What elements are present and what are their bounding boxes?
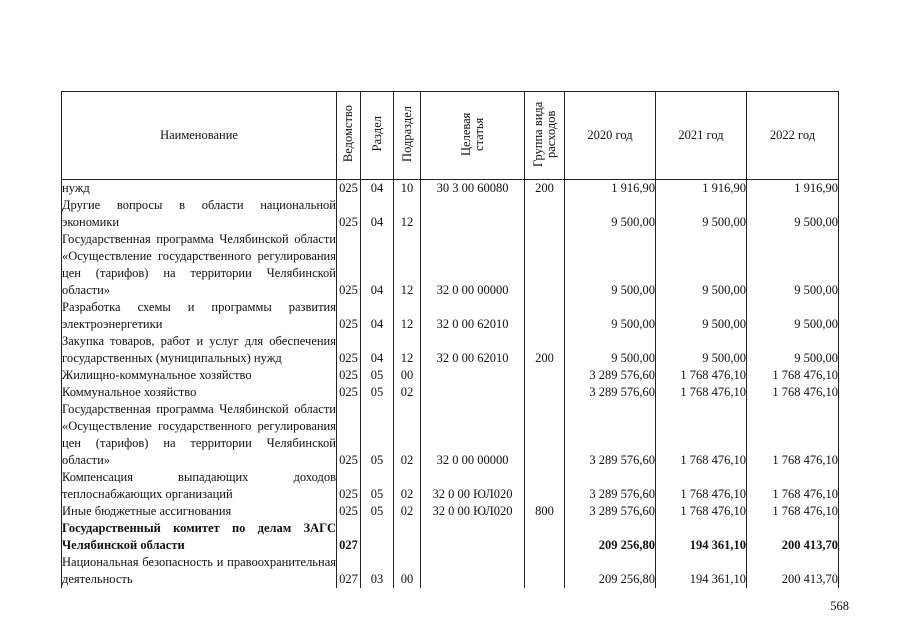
cell-razdel: 05 [361, 384, 394, 401]
cell-razdel: 05 [361, 367, 394, 384]
cell-gruppa [525, 469, 565, 503]
cell-podrazdel: 02 [394, 384, 421, 401]
header-name: Наименование [62, 92, 337, 180]
cell-vedomstvo: 025 [337, 503, 361, 520]
table-row [62, 333, 839, 367]
cell-gruppa: 200 [525, 180, 565, 198]
cell-2022: 9 500,00 [747, 231, 839, 299]
cell-gruppa: 800 [525, 503, 565, 520]
cell-podrazdel: 10 [394, 180, 421, 198]
cell-celevaya-statya [421, 367, 525, 384]
table-row [62, 231, 839, 299]
cell-2021: 1 768 476,10 [656, 367, 747, 384]
cell-celevaya-statya: 32 0 00 ЮЛ020 [421, 503, 525, 520]
cell-podrazdel [394, 520, 421, 554]
cell-vedomstvo: 025 [337, 180, 361, 198]
header-2022: 2022 год [747, 92, 839, 180]
cell-razdel: 04 [361, 197, 394, 231]
cell-razdel: 04 [361, 333, 394, 367]
cell-name: Национальная безопасность и правоохранительная деятельность [62, 555, 336, 586]
cell-celevaya-statya [421, 197, 525, 231]
cell-2022: 1 768 476,10 [747, 384, 839, 401]
header-2021: 2021 год [656, 92, 747, 180]
cell-2021: 1 768 476,10 [656, 384, 747, 401]
cell-celevaya-statya: 32 0 00 ЮЛ020 [421, 469, 525, 503]
cell-razdel: 03 [361, 554, 394, 588]
cell-vedomstvo: 025 [337, 333, 361, 367]
cell-name: Жилищно-коммунальное хозяйство [62, 367, 337, 384]
cell-2021: 9 500,00 [656, 299, 747, 333]
cell-razdel: 04 [361, 299, 394, 333]
cell-celevaya-statya: 32 0 00 62010 [421, 333, 525, 367]
cell-name: Коммунальное хозяйство [62, 384, 337, 401]
cell-razdel: 05 [361, 503, 394, 520]
cell-podrazdel: 12 [394, 197, 421, 231]
cell-vedomstvo: 025 [337, 231, 361, 299]
cell-2022: 9 500,00 [747, 197, 839, 231]
cell-podrazdel: 02 [394, 401, 421, 469]
header-gruppa-vida-rashodov: Группа вида расходов [525, 92, 565, 180]
cell-vedomstvo: 025 [337, 197, 361, 231]
cell-podrazdel: 12 [394, 231, 421, 299]
table-row [62, 503, 839, 520]
cell-razdel: 05 [361, 469, 394, 503]
cell-2022: 9 500,00 [747, 299, 839, 333]
cell-vedomstvo: 025 [337, 367, 361, 384]
table-row [62, 520, 839, 554]
cell-name: Государственная программа Челябинской области «Осуществление государственного регулирования цен (тарифов) на территории Челябинской области» [62, 402, 336, 467]
cell-vedomstvo: 025 [337, 401, 361, 469]
cell-gruppa [525, 384, 565, 401]
cell-podrazdel: 00 [394, 554, 421, 588]
cell-celevaya-statya: 32 0 00 00000 [421, 231, 525, 299]
cell-2020: 3 289 576,60 [565, 503, 656, 520]
cell-name: Закупка товаров, работ и услуг для обеспечения государственных (муниципальных) нужд [62, 334, 336, 365]
header-celevaya-statya: Целевая статья [421, 92, 525, 180]
cell-vedomstvo: 025 [337, 299, 361, 333]
cell-2021: 9 500,00 [656, 231, 747, 299]
cell-2022: 1 768 476,10 [747, 401, 839, 469]
cell-celevaya-statya [421, 520, 525, 554]
cell-2020: 1 916,90 [565, 180, 656, 198]
cell-2021: 1 916,90 [656, 180, 747, 198]
cell-razdel [361, 520, 394, 554]
cell-2021: 9 500,00 [656, 333, 747, 367]
cell-celevaya-statya [421, 554, 525, 588]
cell-2021: 1 768 476,10 [656, 469, 747, 503]
cell-2022: 9 500,00 [747, 333, 839, 367]
table-header-row [62, 92, 839, 180]
cell-2022: 1 768 476,10 [747, 503, 839, 520]
header-podrazdel: Подраздел [394, 92, 421, 180]
cell-2021: 1 768 476,10 [656, 503, 747, 520]
cell-2021: 194 361,10 [656, 554, 747, 588]
cell-2022: 1 768 476,10 [747, 469, 839, 503]
cell-name: Иные бюджетные ассигнования [62, 503, 337, 520]
table-row [62, 469, 839, 503]
header-2020: 2020 год [565, 92, 656, 180]
cell-vedomstvo: 025 [337, 384, 361, 401]
cell-vedomstvo: 027 [337, 520, 361, 554]
cell-2022: 200 413,70 [747, 554, 839, 588]
cell-vedomstvo: 025 [337, 469, 361, 503]
page-number: 568 [830, 599, 849, 613]
table-row [62, 197, 839, 231]
cell-2021: 1 768 476,10 [656, 401, 747, 469]
cell-celevaya-statya [421, 384, 525, 401]
cell-2020: 3 289 576,60 [565, 469, 656, 503]
cell-2020: 3 289 576,60 [565, 401, 656, 469]
cell-2022: 200 413,70 [747, 520, 839, 554]
cell-2022: 1 916,90 [747, 180, 839, 198]
header-vedomstvo: Ведомство [337, 92, 361, 180]
cell-gruppa [525, 554, 565, 588]
cell-2020: 209 256,80 [565, 520, 656, 554]
cell-podrazdel: 12 [394, 333, 421, 367]
cell-2020: 209 256,80 [565, 554, 656, 588]
cell-name: Другие вопросы в области национальной экономики [62, 198, 336, 229]
table-body [62, 180, 839, 589]
table-row [62, 401, 839, 469]
cell-name: нужд [62, 180, 337, 198]
cell-gruppa [525, 299, 565, 333]
cell-razdel: 05 [361, 401, 394, 469]
cell-gruppa [525, 231, 565, 299]
cell-celevaya-statya: 32 0 00 00000 [421, 401, 525, 469]
table-row [62, 384, 839, 401]
cell-gruppa [525, 197, 565, 231]
cell-podrazdel: 12 [394, 299, 421, 333]
cell-name: Компенсация выпадающих доходов теплоснабжающих организаций [62, 470, 336, 501]
table-row [62, 299, 839, 333]
cell-vedomstvo: 027 [337, 554, 361, 588]
cell-gruppa: 200 [525, 333, 565, 367]
cell-2020: 9 500,00 [565, 299, 656, 333]
cell-razdel: 04 [361, 231, 394, 299]
table-row [62, 180, 839, 198]
header-razdel: Раздел [361, 92, 394, 180]
budget-table [61, 91, 839, 588]
cell-2020: 3 289 576,60 [565, 384, 656, 401]
cell-name: Разработка схемы и программы развития электроэнергетики [62, 300, 336, 331]
cell-podrazdel: 02 [394, 469, 421, 503]
cell-name: Государственный комитет по делам ЗАГС Челябинской области [62, 521, 336, 552]
cell-celevaya-statya: 32 0 00 62010 [421, 299, 525, 333]
cell-2020: 9 500,00 [565, 333, 656, 367]
cell-2022: 1 768 476,10 [747, 367, 839, 384]
table-row [62, 367, 839, 384]
cell-2021: 9 500,00 [656, 197, 747, 231]
cell-2020: 9 500,00 [565, 231, 656, 299]
cell-2020: 3 289 576,60 [565, 367, 656, 384]
cell-celevaya-statya: 30 3 00 60080 [421, 180, 525, 198]
cell-podrazdel: 00 [394, 367, 421, 384]
cell-razdel: 04 [361, 180, 394, 198]
table-row [62, 554, 839, 588]
cell-2021: 194 361,10 [656, 520, 747, 554]
cell-gruppa [525, 367, 565, 384]
cell-name: Государственная программа Челябинской области «Осуществление государственного регулирования цен (тарифов) на территории Челябинской области» [62, 232, 336, 297]
cell-gruppa [525, 401, 565, 469]
cell-podrazdel: 02 [394, 503, 421, 520]
cell-gruppa [525, 520, 565, 554]
cell-2020: 9 500,00 [565, 197, 656, 231]
